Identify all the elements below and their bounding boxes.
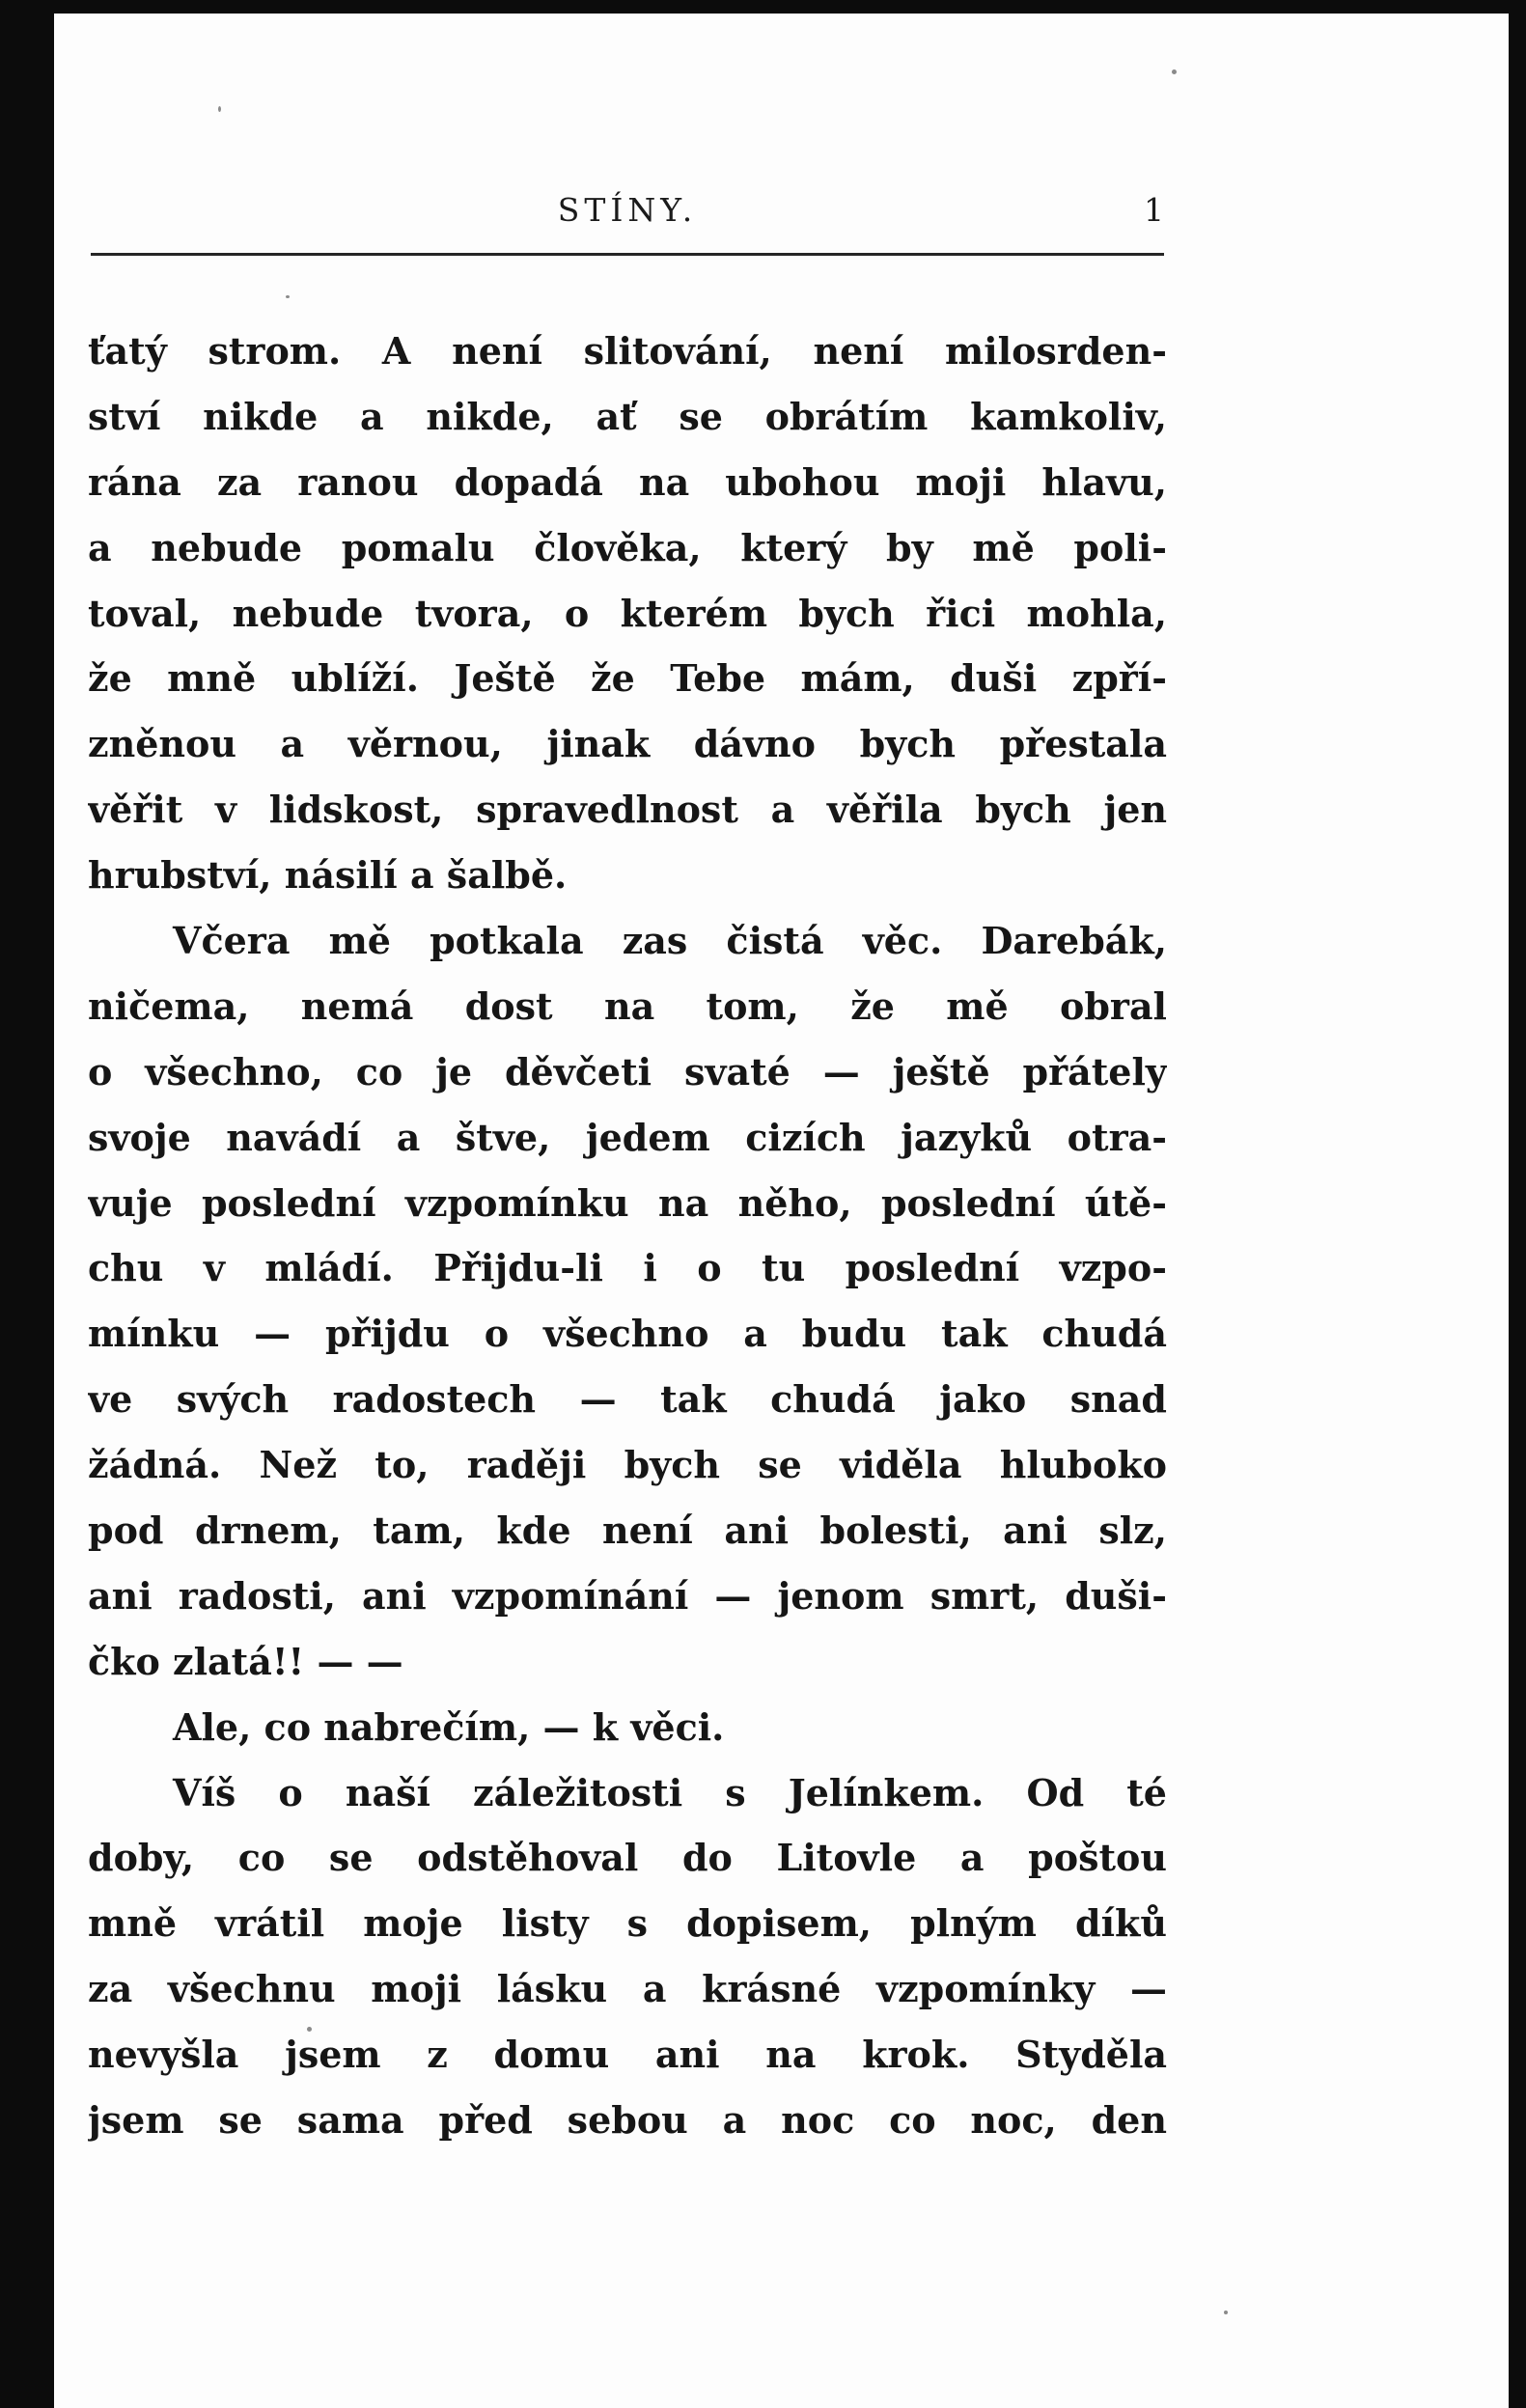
scan-border-left	[0, 0, 54, 2408]
scan-border-right	[1509, 0, 1526, 2408]
text-line: vuje poslední vzpomínku na něho, poslední útě-	[88, 1180, 1167, 1225]
text-line: doby, co se odstěhoval do Litovle a poštou	[88, 1836, 1167, 1880]
text-line: žádná. Než to, raději bych se viděla hluboko	[88, 1443, 1167, 1487]
text-line: nevyšla jsem z domu ani na krok. Styděla	[88, 2033, 1167, 2077]
text-line: že mně ublíží. Ještě že Tebe mám, duši zpří-	[88, 656, 1167, 701]
text-line: ství nikde a nikde, ať se obrátím kamkoliv,	[88, 394, 1167, 438]
text-line: ťatý strom. A není slitování, není milosrden-	[88, 329, 1167, 373]
paragraph-start-line: Víš o naší záležitosti s Jelínkem. Od té	[173, 1770, 1167, 1814]
paragraph-single-line: Ale, co nabrečím, — k věci.	[173, 1704, 725, 1749]
text-line: mně vrátil moje listy s dopisem, plným díků	[88, 1901, 1167, 1946]
body-text	[88, 318, 1167, 2153]
text-line: rána za ranou dopadá na ubohou moji hlavu,	[88, 459, 1167, 504]
text-line: věřit v lidskost, spravedlnost a věřila bych jen	[88, 788, 1167, 832]
running-title: STÍNY.	[557, 191, 698, 229]
paragraph-start-line: Včera mě potkala zas čistá věc. Darebák,	[173, 919, 1167, 963]
text-line: jsem se sama před sebou a noc co noc, den	[88, 2098, 1167, 2143]
text-line: pod drnem, tam, kde není ani bolesti, ani slz,	[88, 1508, 1167, 1553]
header-rule	[91, 253, 1164, 256]
text-line: zněnou a věrnou, jinak dávno bych přestala	[88, 722, 1167, 766]
paragraph-end-line: hrubství, násilí a šalbě.	[88, 853, 568, 898]
text-line: chu v mládí. Přijdu-li i o tu poslední vzpo-	[88, 1246, 1167, 1290]
text-line: mínku — přijdu o všechno a budu tak chudá	[88, 1312, 1167, 1356]
text-line: a nebude pomalu člověka, který by mě poli-	[88, 525, 1167, 569]
text-line: za všechnu moji lásku a krásné vzpomínky —	[88, 1967, 1167, 2011]
text-line: o všechno, co je děvčeti svaté — ještě přátely	[88, 1049, 1167, 1093]
print-speck	[1172, 69, 1177, 74]
text-line: toval, nebude tvora, o kterém bych řici mohla,	[88, 591, 1167, 635]
scan-border-top	[0, 0, 1526, 14]
running-head	[91, 183, 1164, 241]
print-speck	[218, 106, 221, 112]
text-line: ničema, nemá dost na tom, že mě obral	[88, 983, 1167, 1028]
text-line: svoje navádí a štve, jedem cizích jazyků otra-	[88, 1115, 1167, 1159]
text-line: ve svých radostech — tak chudá jako snad	[88, 1377, 1167, 1422]
page-number: 1	[1144, 191, 1164, 229]
print-speck	[1224, 2311, 1228, 2314]
print-speck	[286, 295, 290, 298]
text-line: ani radosti, ani vzpomínání — jenom smrt, duši-	[88, 1573, 1167, 1618]
paragraph-end-line: čko zlatá!! — —	[88, 1639, 403, 1683]
